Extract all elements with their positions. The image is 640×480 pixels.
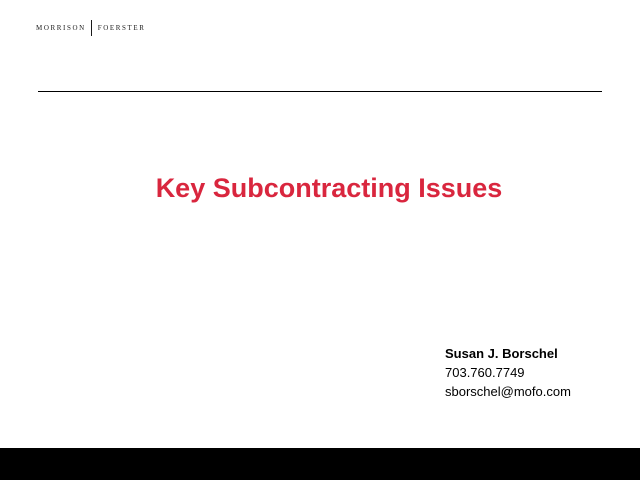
- contact-phone: 703.760.7749: [445, 365, 525, 380]
- logo-divider: [91, 20, 92, 36]
- header-rule: [38, 91, 602, 92]
- contact-email: sborschel@mofo.com: [445, 384, 571, 399]
- contact-name: Susan J. Borschel: [445, 346, 558, 361]
- contact-block: [445, 344, 571, 401]
- footer-bar: [0, 448, 640, 480]
- slide-title: Key Subcontracting Issues: [155, 173, 503, 203]
- logo-right-word: FOERSTER: [97, 23, 146, 32]
- company-logo: [36, 20, 146, 36]
- logo-left-word: MORRISON: [36, 23, 86, 32]
